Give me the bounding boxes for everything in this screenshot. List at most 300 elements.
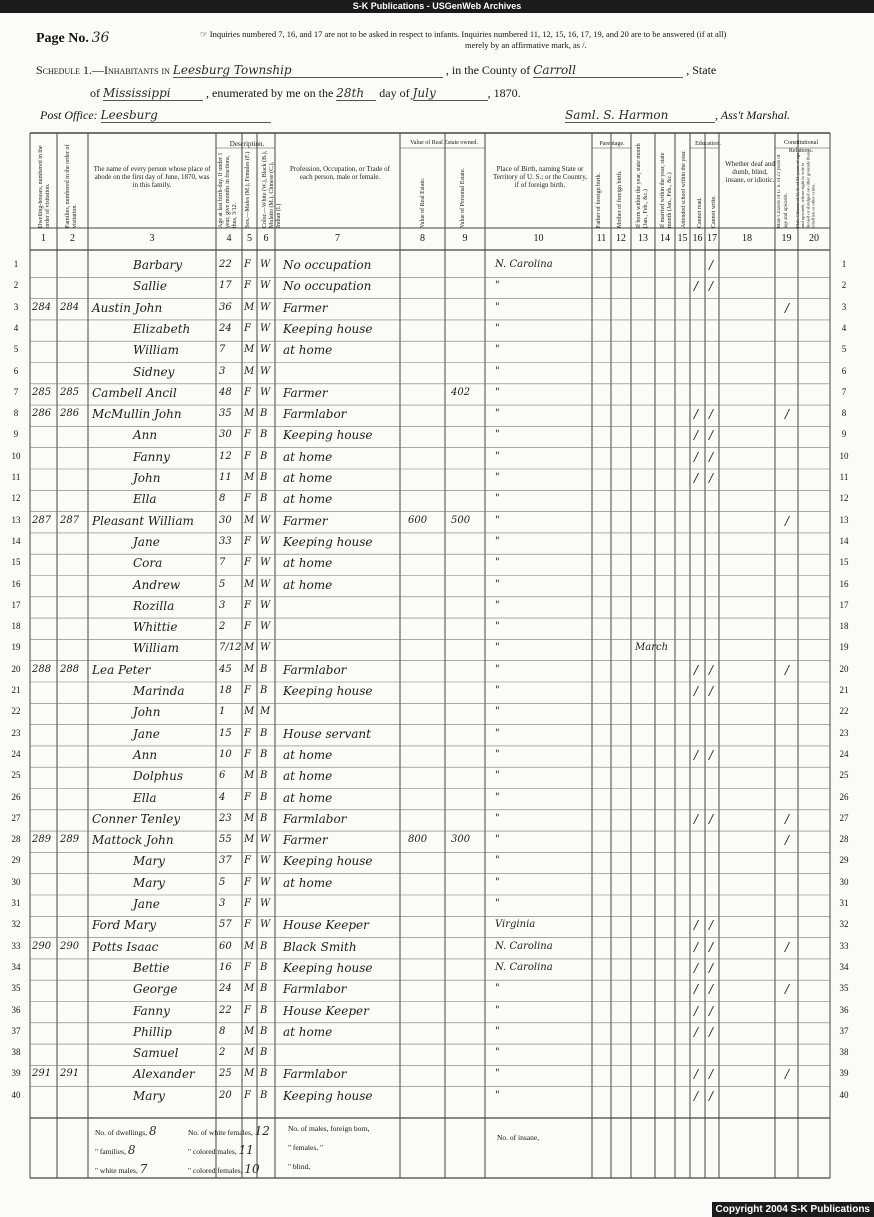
marshal-name: Saml. S. Harmon bbox=[565, 108, 715, 123]
day-of-label: day of bbox=[379, 86, 410, 100]
row-number-right: 2 bbox=[841, 280, 847, 291]
age: 57 bbox=[219, 919, 232, 931]
birthplace: " bbox=[495, 493, 500, 505]
cannot-write-mark: / bbox=[709, 939, 714, 954]
person-name: Mattock John bbox=[92, 833, 174, 848]
person-name: William bbox=[133, 641, 180, 656]
header-deaf-blind: Whether deaf and dumb, blind, insane, or idiotic. bbox=[725, 160, 775, 184]
header-families: Families, numbered in the order of visitation. bbox=[65, 144, 78, 228]
row-number-right: 13 bbox=[839, 514, 849, 525]
birthplace: " bbox=[495, 280, 500, 292]
age: 10 bbox=[219, 748, 232, 760]
row-number-left: 4 bbox=[13, 322, 19, 333]
male-citizen-mark: / bbox=[785, 982, 790, 997]
sex: M bbox=[244, 940, 255, 952]
age: 3 bbox=[219, 365, 226, 377]
person-name: John bbox=[133, 705, 161, 720]
footer-colored-males: " colored males, 11 bbox=[188, 1143, 254, 1157]
color: B bbox=[260, 1089, 268, 1101]
header-age: Age at last birth-day. If under 1 year, give months in fractions, thus, 3/12. bbox=[218, 152, 238, 228]
sex: M bbox=[244, 578, 255, 590]
cannot-write-mark: / bbox=[709, 1088, 714, 1103]
occupation: Farmer bbox=[283, 300, 328, 315]
sex: M bbox=[244, 983, 255, 995]
occupation: Farmlabor bbox=[283, 407, 347, 422]
sex: F bbox=[244, 876, 251, 888]
row-number-right: 38 bbox=[839, 1047, 849, 1058]
family-number: 288 bbox=[60, 663, 80, 675]
birthplace: " bbox=[495, 727, 500, 739]
color: B bbox=[260, 727, 268, 739]
person-name: Fanny bbox=[133, 449, 170, 464]
age: 25 bbox=[219, 1068, 232, 1080]
row-number-left: 32 bbox=[11, 919, 21, 930]
dwelling-number: 286 bbox=[32, 408, 52, 420]
cannot-read-mark: / bbox=[694, 449, 699, 464]
age: 4 bbox=[219, 791, 226, 803]
occupation: Farmer bbox=[283, 385, 328, 400]
sex: M bbox=[244, 365, 255, 377]
row-number-right: 33 bbox=[839, 940, 849, 951]
age: 20 bbox=[219, 1089, 232, 1101]
male-citizen-mark: / bbox=[785, 513, 790, 528]
person-name: Sallie bbox=[133, 279, 167, 294]
birthplace: N. Carolina bbox=[495, 259, 553, 270]
column-number: 8 bbox=[420, 233, 425, 244]
color: W bbox=[260, 322, 271, 334]
enumerated-label: , enumerated by me on the bbox=[206, 86, 334, 100]
cannot-read-mark: / bbox=[694, 1067, 699, 1082]
person-name: Marinda bbox=[133, 684, 185, 698]
occupation: No occupation bbox=[283, 258, 372, 272]
cannot-read-mark: / bbox=[694, 428, 699, 443]
color: W bbox=[260, 834, 271, 846]
color: W bbox=[260, 621, 271, 633]
birthplace: " bbox=[495, 408, 500, 420]
sex: M bbox=[244, 1025, 255, 1037]
occupation: Keeping house bbox=[283, 428, 373, 443]
age: 5 bbox=[219, 876, 226, 888]
row-number-left: 30 bbox=[11, 876, 21, 887]
sex: F bbox=[244, 791, 251, 803]
page-number: 36 bbox=[91, 30, 110, 46]
year: , 1870. bbox=[487, 86, 521, 100]
color: B bbox=[260, 961, 268, 973]
birthplace: N. Carolina bbox=[495, 961, 553, 973]
birthplace: " bbox=[495, 834, 500, 846]
column-number: 18 bbox=[742, 233, 752, 244]
color: W bbox=[260, 855, 271, 867]
person-name: Samuel bbox=[133, 1046, 179, 1061]
dwelling-number: 287 bbox=[32, 514, 52, 526]
birthplace: " bbox=[495, 557, 500, 569]
color: B bbox=[260, 429, 268, 441]
person-name: Barbary bbox=[133, 258, 183, 272]
person-name: Mary bbox=[133, 875, 165, 890]
header-birthplace: Place of Birth, naming State or Territory of U. S.; or the Country, if of foreign birth. bbox=[492, 165, 588, 189]
age: 5 bbox=[219, 578, 226, 590]
row-number-right: 4 bbox=[841, 322, 847, 333]
dwelling-number: 284 bbox=[32, 301, 52, 313]
dwelling-number: 288 bbox=[32, 663, 52, 675]
cannot-read-mark: / bbox=[694, 662, 699, 677]
footer-foreign-males: No. of males, foreign born, bbox=[288, 1124, 370, 1133]
cannot-read-mark: / bbox=[694, 1024, 699, 1039]
color: W bbox=[260, 578, 271, 590]
row-number-right: 39 bbox=[839, 1068, 849, 1079]
sex: F bbox=[244, 621, 251, 633]
state: Mississippi bbox=[103, 86, 203, 101]
occupation: No occupation bbox=[283, 279, 372, 294]
age: 2 bbox=[219, 1047, 226, 1059]
birthplace: " bbox=[495, 1089, 500, 1101]
row-number-right: 30 bbox=[839, 876, 849, 887]
cannot-read-mark: / bbox=[694, 747, 699, 762]
birthplace: " bbox=[495, 1047, 500, 1059]
occupation: at home bbox=[283, 790, 333, 805]
age: 55 bbox=[219, 834, 232, 846]
person-name: McMullin John bbox=[92, 407, 182, 422]
occupation: Keeping house bbox=[283, 960, 373, 975]
color: B bbox=[260, 791, 268, 803]
age: 3 bbox=[219, 599, 226, 611]
birthplace: " bbox=[495, 450, 500, 462]
cannot-write-mark: / bbox=[709, 428, 714, 443]
sex: F bbox=[244, 961, 251, 973]
color: M bbox=[260, 706, 271, 718]
age: 23 bbox=[219, 812, 232, 824]
row-number-right: 19 bbox=[839, 642, 849, 653]
row-number-left: 27 bbox=[11, 812, 21, 823]
real-estate-value: 600 bbox=[408, 514, 428, 526]
sex: F bbox=[244, 429, 251, 441]
person-name: Potts Isaac bbox=[92, 939, 159, 954]
dwelling-number: 285 bbox=[32, 386, 52, 398]
sex: M bbox=[244, 344, 255, 356]
sex: M bbox=[244, 1047, 255, 1059]
footer-foreign-females: " females, " bbox=[288, 1143, 324, 1152]
occupation: at home bbox=[283, 492, 333, 507]
row-number-left: 2 bbox=[13, 280, 19, 291]
color: B bbox=[260, 812, 268, 824]
occupation: Keeping house bbox=[283, 854, 373, 869]
birthplace: " bbox=[495, 621, 500, 633]
sex: M bbox=[244, 514, 255, 526]
birthplace: " bbox=[495, 898, 500, 909]
person-name: Cora bbox=[133, 556, 163, 571]
month: July bbox=[413, 86, 488, 101]
header-name: The name of every person whose place of abode on the first day of June, 1870, was in this family. bbox=[93, 165, 211, 189]
row-number-left: 3 bbox=[13, 301, 19, 312]
row-number-left: 20 bbox=[11, 663, 21, 674]
cannot-read-mark: / bbox=[694, 407, 699, 422]
row-number-right: 23 bbox=[839, 727, 849, 738]
header-dwellings: Dwelling-houses, numbered in the order of visitation. bbox=[38, 145, 51, 228]
birthplace: " bbox=[495, 663, 500, 675]
color: B bbox=[260, 408, 268, 420]
sex: F bbox=[244, 727, 251, 739]
real-estate-value: 800 bbox=[408, 834, 428, 846]
birthplace: " bbox=[495, 1025, 500, 1037]
notice-text-1: Inquiries numbered 7, 16, and 17 are not to be asked in respect to infants. Inquiries numbered 11, 12, 15, 16, 17, 19, and 20 are to be answered (if at all) bbox=[209, 29, 727, 39]
family-number: 289 bbox=[60, 834, 80, 846]
row-number-left: 8 bbox=[13, 408, 19, 419]
person-name: Elizabeth bbox=[133, 321, 191, 336]
state-label: , State bbox=[686, 63, 717, 77]
row-number-left: 37 bbox=[11, 1025, 21, 1036]
sex: M bbox=[244, 663, 255, 675]
column-number: 12 bbox=[616, 233, 626, 244]
person-name: Ann bbox=[133, 747, 158, 762]
header-attended-school: Attended school within the year. bbox=[681, 150, 687, 228]
occupation: at home bbox=[283, 556, 333, 571]
column-number: 9 bbox=[462, 233, 468, 244]
row-number-left: 5 bbox=[13, 344, 19, 355]
age: 48 bbox=[219, 386, 232, 398]
row-number-right: 37 bbox=[839, 1025, 849, 1036]
sex: F bbox=[244, 450, 251, 462]
header-born-within-year: If born within the year, state month (Jan., Feb., &c.) bbox=[636, 143, 649, 228]
person-name: Cambell Ancil bbox=[92, 385, 177, 400]
age: 7 bbox=[219, 557, 226, 569]
row-number-right: 15 bbox=[839, 557, 849, 568]
row-number-left: 31 bbox=[11, 898, 21, 908]
row-number-right: 14 bbox=[839, 535, 849, 546]
birthplace: " bbox=[495, 642, 500, 654]
person-name: Sidney bbox=[133, 364, 175, 379]
color: B bbox=[260, 472, 268, 483]
header-constitutional: Constitutional Relations. bbox=[783, 140, 818, 154]
sex: M bbox=[244, 770, 255, 782]
archive-banner: S-K Publications - USGenWeb Archives bbox=[0, 0, 874, 13]
age: 45 bbox=[219, 663, 232, 675]
row-number-left: 15 bbox=[11, 557, 21, 568]
row-number-left: 25 bbox=[11, 770, 21, 781]
family-number: 284 bbox=[60, 301, 80, 313]
row-number-left: 34 bbox=[11, 961, 21, 972]
header-education: Education. bbox=[695, 141, 721, 147]
color: B bbox=[260, 1047, 268, 1059]
person-name: Rozilla bbox=[133, 598, 175, 613]
cannot-read-mark: / bbox=[694, 918, 699, 933]
cannot-read-mark: / bbox=[694, 279, 699, 294]
column-number: 6 bbox=[263, 233, 269, 244]
sex: M bbox=[244, 706, 255, 718]
sex: F bbox=[244, 855, 251, 867]
birthplace: " bbox=[495, 344, 500, 356]
age: 22 bbox=[219, 1004, 232, 1016]
row-number-left: 35 bbox=[11, 983, 21, 994]
header-father-foreign: Father of foreign birth. bbox=[596, 173, 602, 228]
sex: F bbox=[244, 599, 251, 611]
age: 6 bbox=[219, 770, 226, 782]
sex: F bbox=[244, 898, 251, 909]
row-number-right: 26 bbox=[839, 791, 849, 802]
family-number: 285 bbox=[60, 386, 80, 398]
occupation: at home bbox=[283, 449, 333, 464]
birthplace: " bbox=[495, 1068, 500, 1080]
occupation: House Keeper bbox=[283, 918, 369, 933]
cannot-write-mark: / bbox=[709, 258, 714, 272]
age: 36 bbox=[219, 301, 232, 313]
occupation: House Keeper bbox=[283, 1003, 369, 1018]
color: W bbox=[260, 386, 271, 398]
sex: F bbox=[244, 280, 251, 292]
person-name: Lea Peter bbox=[92, 662, 151, 677]
birthplace: " bbox=[495, 599, 500, 611]
column-number: 10 bbox=[533, 233, 544, 244]
color: W bbox=[260, 259, 271, 270]
header-cannot-write: Cannot write. bbox=[711, 195, 717, 228]
sex: F bbox=[244, 386, 251, 398]
row-number-left: 28 bbox=[11, 834, 21, 845]
color: B bbox=[260, 748, 268, 760]
color: W bbox=[260, 280, 271, 292]
age: 2 bbox=[219, 621, 226, 633]
row-number-right: 25 bbox=[839, 770, 849, 781]
county-label: , in the County of bbox=[445, 63, 531, 77]
footer-white-males: " white males, 7 bbox=[95, 1162, 148, 1176]
row-number-left: 10 bbox=[11, 450, 21, 461]
row-number-left: 40 bbox=[11, 1089, 21, 1100]
age: 7/12 bbox=[219, 642, 242, 654]
color: W bbox=[260, 535, 271, 547]
header-value: Value of Real Estate owned. bbox=[410, 140, 478, 146]
header-description: Description. bbox=[229, 140, 265, 148]
age: 37 bbox=[219, 855, 232, 867]
header-mother-foreign: Mother of foreign birth. bbox=[617, 170, 623, 228]
occupation: House servant bbox=[283, 726, 371, 741]
county: Carroll bbox=[533, 63, 683, 78]
cannot-read-mark: / bbox=[694, 811, 699, 826]
age: 22 bbox=[219, 259, 232, 270]
person-name: Fanny bbox=[133, 1003, 170, 1018]
notice-line-2: merely by an affirmative mark, as /. bbox=[465, 40, 587, 50]
row-number-left: 17 bbox=[11, 599, 21, 610]
footer-blind: " blind, bbox=[288, 1162, 311, 1171]
occupation: Keeping house bbox=[283, 534, 373, 549]
birthplace: " bbox=[495, 535, 500, 547]
sex: F bbox=[244, 685, 251, 696]
sex: F bbox=[244, 259, 251, 270]
column-number: 2 bbox=[70, 233, 75, 244]
dwelling-number: 290 bbox=[32, 940, 52, 952]
occupation: Keeping house bbox=[283, 321, 373, 336]
person-name: Phillip bbox=[133, 1024, 172, 1039]
column-number: 5 bbox=[247, 233, 252, 244]
person-name: William bbox=[133, 343, 180, 358]
occupation: Farmlabor bbox=[283, 811, 347, 826]
person-name: Jane bbox=[133, 534, 160, 549]
person-name: Dolphus bbox=[133, 769, 183, 784]
age: 30 bbox=[219, 514, 232, 526]
row-number-left: 36 bbox=[11, 1004, 21, 1015]
birthplace: " bbox=[495, 472, 500, 483]
male-citizen-mark: / bbox=[785, 662, 790, 677]
color: B bbox=[260, 1068, 268, 1080]
post-office-label: Post Office: bbox=[40, 108, 98, 122]
age: 7 bbox=[219, 344, 226, 356]
row-number-right: 28 bbox=[839, 834, 849, 845]
dwelling-number: 291 bbox=[32, 1068, 52, 1080]
row-number-right: 12 bbox=[839, 493, 849, 504]
row-number-right: 32 bbox=[839, 919, 849, 930]
person-name: Mary bbox=[133, 1088, 165, 1103]
row-number-left: 26 bbox=[11, 791, 21, 802]
male-citizen-mark: / bbox=[785, 811, 790, 826]
birthplace: " bbox=[495, 983, 500, 995]
age: 24 bbox=[219, 322, 232, 334]
cannot-write-mark: / bbox=[709, 1003, 714, 1018]
person-name: Conner Tenley bbox=[92, 811, 181, 826]
color: B bbox=[260, 770, 268, 782]
row-number-right: 9 bbox=[841, 429, 847, 440]
row-number-right: 11 bbox=[839, 472, 849, 482]
person-name: Ella bbox=[133, 492, 157, 507]
color: B bbox=[260, 1025, 268, 1037]
family-number: 291 bbox=[60, 1068, 80, 1080]
cannot-write-mark: / bbox=[709, 918, 714, 933]
birthplace: " bbox=[495, 578, 500, 590]
row-number-left: 9 bbox=[13, 429, 19, 440]
row-number-right: 17 bbox=[839, 599, 849, 610]
birthplace: Virginia bbox=[495, 919, 536, 931]
color: B bbox=[260, 685, 268, 696]
cannot-write-mark: / bbox=[709, 279, 714, 294]
header-sex: Sex.—Males (M.), Females (F.) bbox=[245, 151, 251, 228]
sex: M bbox=[244, 301, 255, 313]
sex: M bbox=[244, 834, 255, 846]
age: 1 bbox=[219, 706, 226, 718]
header-male-citizens: Male Citizens of U. S. of 21 years of age and upwards. bbox=[777, 154, 789, 228]
birthplace: " bbox=[495, 748, 500, 760]
cannot-write-mark: / bbox=[709, 747, 714, 762]
age: 35 bbox=[219, 408, 232, 420]
age: 8 bbox=[219, 1025, 226, 1037]
color: B bbox=[260, 663, 268, 675]
birthplace: " bbox=[495, 322, 500, 334]
occupation: at home bbox=[283, 747, 333, 762]
row-number-right: 34 bbox=[839, 961, 849, 972]
personal-estate-value: 402 bbox=[451, 386, 471, 398]
birthplace: " bbox=[495, 791, 500, 803]
occupation: Keeping house bbox=[283, 1088, 373, 1103]
occupation: Farmlabor bbox=[283, 662, 347, 677]
birthplace: " bbox=[495, 812, 500, 824]
occupation: at home bbox=[283, 343, 333, 358]
sex: F bbox=[244, 1004, 251, 1016]
header-married-within-year: If married within the year, state month (Jan., Feb., &c.) bbox=[660, 152, 673, 228]
family-number: 290 bbox=[60, 940, 80, 952]
page-label: Page No. bbox=[36, 31, 89, 46]
cannot-read-mark: / bbox=[694, 939, 699, 954]
row-number-right: 24 bbox=[839, 748, 849, 759]
birthplace: " bbox=[495, 855, 500, 867]
column-number: 20 bbox=[809, 233, 819, 244]
row-number-right: 22 bbox=[839, 706, 849, 717]
male-citizen-mark: / bbox=[785, 407, 790, 422]
row-number-left: 22 bbox=[11, 706, 21, 717]
header-parentage: Parentage. bbox=[599, 141, 625, 147]
occupation: at home bbox=[283, 875, 333, 890]
sex: F bbox=[244, 1089, 251, 1101]
color: W bbox=[260, 557, 271, 569]
age: 33 bbox=[219, 535, 232, 547]
color: W bbox=[260, 344, 271, 356]
color: W bbox=[260, 599, 271, 611]
row-number-left: 16 bbox=[11, 578, 21, 589]
row-number-left: 11 bbox=[11, 472, 21, 482]
